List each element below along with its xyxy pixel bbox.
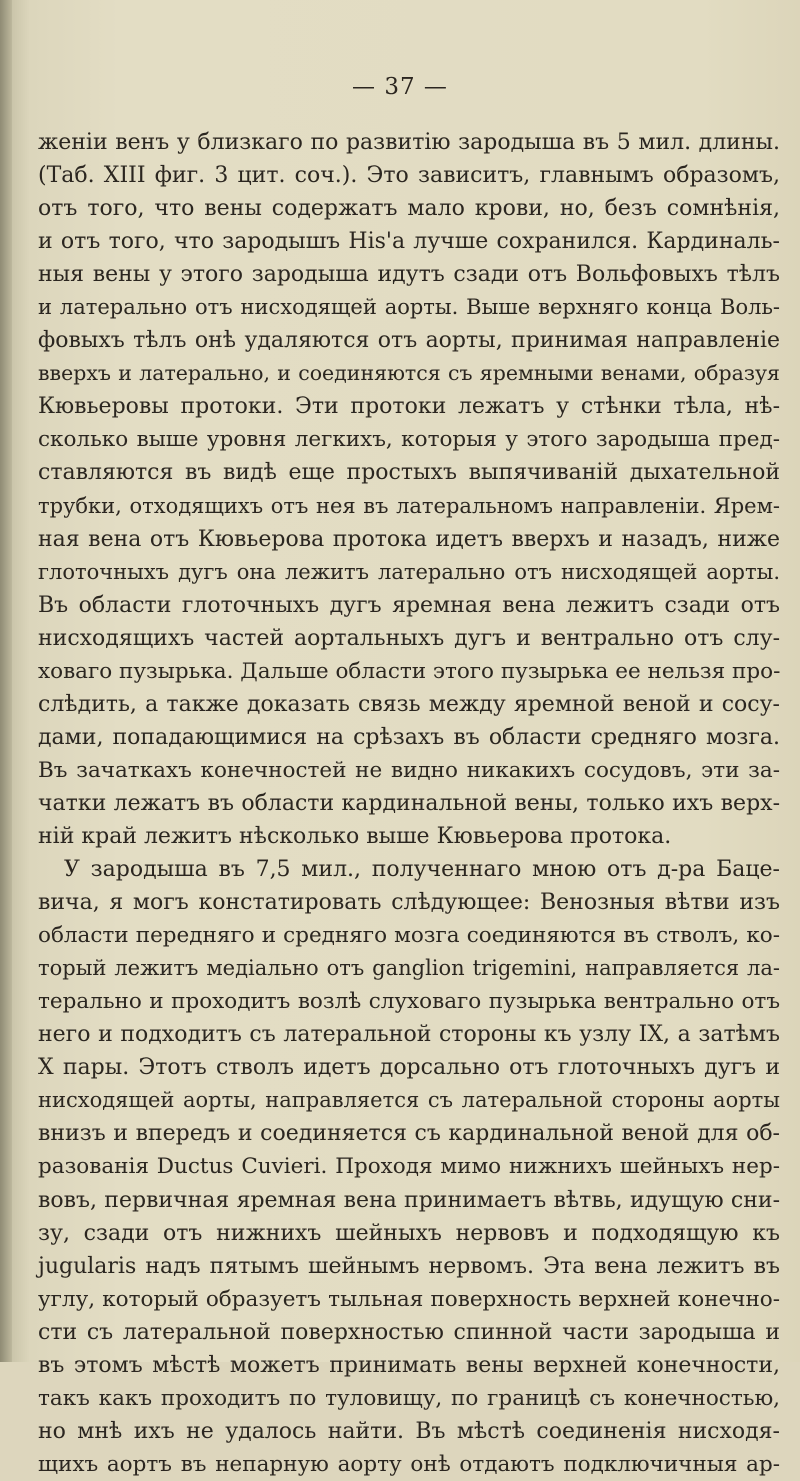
text-line: (Таб. XIII фиг. 3 цит. соч.). Это зависитъ, главнымъ образомъ,	[38, 163, 780, 189]
text-line: вверхъ и латерально, и соединяются съ яремными венами, образуя	[38, 361, 780, 386]
text-line: ній край лежитъ нѣсколько выше Кювьерова протока.	[38, 823, 672, 849]
text-line: углу, который образуетъ тыльная поверхность верхней конечно-	[38, 1286, 780, 1312]
text-line: X пары. Этотъ стволъ идетъ дорсально отъ глоточныхъ дугъ и	[38, 1055, 780, 1081]
text-line: Кювьеровы протоки. Эти протоки лежатъ у стѣнки тѣла, нѣ-	[38, 394, 780, 420]
text-line: вовъ, первичная яремная вена принимаетъ вѣтвь, идущую сни-	[38, 1187, 780, 1213]
text-line: такъ какъ проходитъ по туловищу, по границѣ съ конечностью,	[38, 1385, 780, 1411]
text-line: ныя вены у этого зародыша идутъ сзади отъ Вольфовыхъ тѣлъ	[38, 262, 780, 288]
text-line: въ этомъ мѣстѣ можетъ принимать вены верхней конечности,	[38, 1352, 780, 1378]
text-line: и отъ того, что зародышъ His'a лучше сохранился. Кардиналь-	[38, 229, 780, 255]
text-line: Въ области глоточныхъ дугъ яремная вена лежитъ сзади отъ	[38, 592, 780, 618]
text-line: сколько выше уровня легкихъ, которыя у этого зародыша пред-	[38, 427, 780, 453]
text-line: отъ того, что вены содержатъ мало крови, но, безъ сомнѣнія,	[38, 196, 780, 222]
book-spine-shadow	[0, 0, 12, 1362]
text-line: женіи венъ у близкаго по развитію зародыша въ 5 мил. длины.	[38, 130, 780, 155]
text-line: нисходящихъ частей аортальныхъ дугъ и вентрально отъ слу-	[38, 625, 780, 651]
text-line: и латерально отъ нисходящей аорты. Выше верхняго конца Воль-	[38, 295, 780, 320]
text-line: У зародыша въ 7,5 мил., полученнаго мною отъ д-ра Баце-	[64, 857, 780, 883]
text-line: вича, я могъ констатировать слѣдующее: Венозныя вѣтви изъ	[38, 890, 780, 916]
text-line: него и подходитъ съ латеральной стороны къ узлу IX, а затѣмъ	[38, 1022, 780, 1048]
text-line: торый лежитъ медіально отъ ganglion trigemini, направляется ла-	[38, 956, 780, 981]
text-line: ная вена отъ Кювьерова протока идетъ вверхъ и назадъ, ниже	[38, 526, 780, 552]
text-line: области передняго и средняго мозга соединяются въ стволъ, ко-	[38, 923, 780, 949]
text-line: трубки, отходящихъ отъ нея въ латеральномъ направленіи. Ярем-	[38, 493, 780, 518]
text-line: слѣдить, а также доказать связь между яремной веной и сосу-	[38, 691, 780, 717]
text-line: терально и проходитъ возлѣ слуховаго пузырька вентрально отъ	[38, 989, 780, 1015]
text-line: щихъ аортъ въ непарную аорту онѣ отдаютъ подключичныя ар-	[38, 1451, 780, 1477]
text-line: ставляются въ видѣ еще простыхъ выпячиваній дыхательной	[38, 460, 780, 486]
text-line: сти съ латеральной поверхностью спинной части зародыша и	[38, 1319, 780, 1345]
text-line: но мнѣ ихъ не удалось найти. Въ мѣстѣ соединенія нисходя-	[38, 1418, 780, 1444]
text-line: ховаго пузырька. Дальше области этого пузырька ее нельзя про-	[38, 658, 781, 684]
text-line: нисходящей аорты, направляется съ латеральной стороны аорты	[38, 1088, 780, 1113]
text-line: глоточныхъ дугъ она лежитъ латерально отъ нисходящей аорты.	[38, 559, 780, 584]
text-line: jugularis надъ пятымъ шейнымъ нервомъ. Эта вена лежитъ въ	[38, 1253, 780, 1279]
text-line: внизъ и впередъ и соединяется съ кардинальной веной для об-	[38, 1121, 780, 1147]
text-line: разованія Ductus Cuvieri. Проходя мимо нижнихъ шейныхъ нер-	[38, 1154, 780, 1180]
page-number: — 37 —	[352, 74, 448, 100]
text-line: зу, сзади отъ нижнихъ шейныхъ нервовъ и подходящую къ	[38, 1220, 780, 1246]
text-line: дами, попадающимися на срѣзахъ въ области средняго мозга.	[38, 724, 780, 750]
body-text	[38, 126, 780, 1481]
text-line: Въ зачаткахъ конечностей не видно никакихъ сосудовъ, эти за-	[38, 757, 780, 783]
text-line: фовыхъ тѣлъ онѣ удаляются отъ аорты, принимая направленіе	[38, 328, 780, 354]
text-line: чатки лежатъ въ области кардинальной вены, только ихъ верх-	[38, 790, 780, 816]
